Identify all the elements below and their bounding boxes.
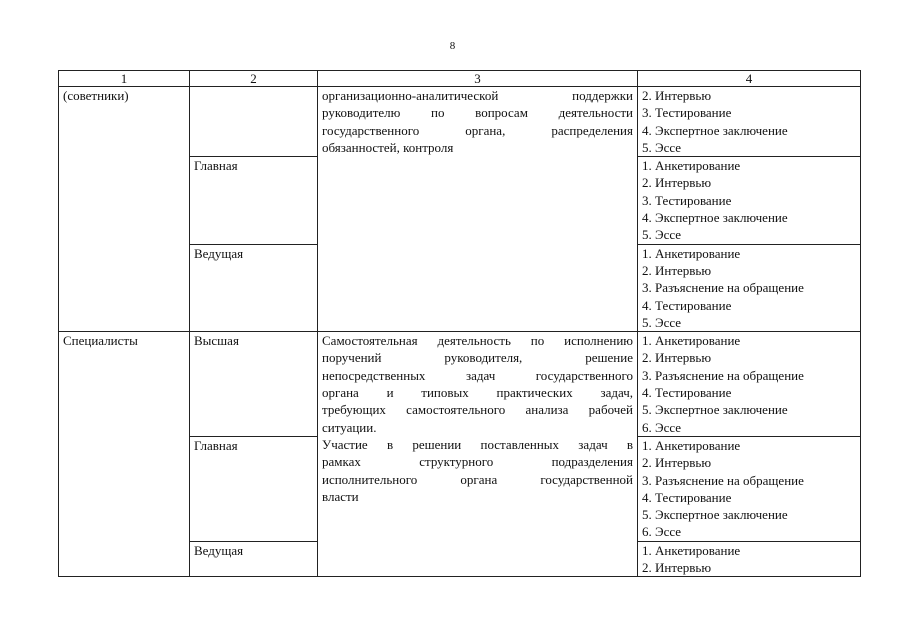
methods-cell: [638, 436, 861, 541]
description-line: организационно-аналитической поддержки: [322, 88, 633, 103]
description-line: поручений руководителя, решение: [322, 350, 633, 366]
method-item: 6. Эссе: [642, 419, 682, 435]
methods-cell: [638, 332, 861, 437]
description-line: рамках структурного подразделения: [322, 454, 633, 470]
description-line: требующих самостоятельного анализа рабочей: [322, 402, 633, 418]
level-cell: [190, 87, 318, 157]
level-cell: Ведущая: [190, 541, 318, 577]
method-item: 5. Экспертное заключение: [642, 507, 788, 523]
method-item: 2. Интервью: [642, 560, 712, 576]
table-row: [59, 332, 861, 437]
table-row: [59, 87, 861, 157]
category-cell: [59, 332, 190, 577]
method-item: 2. Интервью: [642, 175, 712, 191]
level-cell: Главная: [190, 436, 318, 541]
method-item: 4. Экспертное заключение: [642, 210, 788, 226]
method-item: 6. Эссе: [642, 524, 682, 540]
category-label: (советники): [63, 88, 129, 103]
description-line: исполнительного органа государственной: [322, 471, 633, 487]
method-item: 2. Интервью: [642, 350, 712, 366]
description-line: власти: [322, 488, 359, 504]
header-cell: 4: [638, 71, 861, 87]
description-cell: [318, 87, 638, 332]
method-item: 2. Интервью: [642, 88, 712, 103]
method-item: 1. Анкетирование: [642, 333, 741, 349]
method-item: 3. Разъяснение на обращение: [642, 367, 804, 383]
level-cell: Ведущая: [190, 244, 318, 331]
method-item: 4. Экспертное заключение: [642, 122, 788, 138]
category-cell: [59, 87, 190, 332]
description-line: Участие в решении поставленных задач в: [322, 436, 633, 452]
methods-cell: [638, 244, 861, 331]
description-line: органа и типовых практических задач,: [322, 385, 633, 401]
method-item: 1. Анкетирование: [642, 245, 741, 261]
method-item: 1. Анкетирование: [642, 158, 741, 174]
description-line: обязанностей, контроля: [322, 139, 454, 155]
description-cell: [318, 332, 638, 577]
method-item: 3. Разъяснение на обращение: [642, 472, 804, 488]
header-cell: 3: [318, 71, 638, 87]
method-item: 1. Анкетирование: [642, 437, 741, 453]
method-item: 5. Эссе: [642, 139, 682, 155]
header-cell: 1: [59, 71, 190, 87]
method-item: 3. Разъяснение на обращение: [642, 280, 804, 296]
method-item: 4. Тестирование: [642, 385, 732, 401]
method-item: 4. Тестирование: [642, 297, 732, 313]
description-line: руководителю по вопросам деятельности: [322, 105, 633, 121]
method-item: 3. Тестирование: [642, 105, 732, 121]
method-item: 5. Эссе: [642, 227, 682, 243]
method-item: 3. Тестирование: [642, 192, 732, 208]
page-number: 8: [449, 40, 456, 52]
methods-cell: [638, 87, 861, 157]
method-item: 1. Анкетирование: [642, 542, 741, 558]
method-item: 4. Тестирование: [642, 489, 732, 505]
methods-cell: [638, 157, 861, 244]
description-line: непосредственных задач государственного: [322, 367, 633, 383]
description-line: Самостоятельная деятельность по исполнению: [322, 333, 633, 349]
method-item: 5. Экспертное заключение: [642, 402, 788, 418]
header-cell: 2: [190, 71, 318, 87]
method-item: 2. Интервью: [642, 455, 712, 471]
header-row: [59, 71, 861, 87]
category-label: Специалисты: [63, 333, 138, 349]
description-line: государственного органа, распределения: [322, 122, 633, 138]
method-item: 5. Эссе: [642, 314, 682, 330]
method-item: 2. Интервью: [642, 262, 712, 278]
level-cell: Главная: [190, 157, 318, 244]
description-line: ситуации.: [322, 419, 377, 435]
methods-cell: [638, 541, 861, 577]
qualification-table: [58, 70, 861, 577]
level-cell: Высшая: [190, 332, 318, 437]
